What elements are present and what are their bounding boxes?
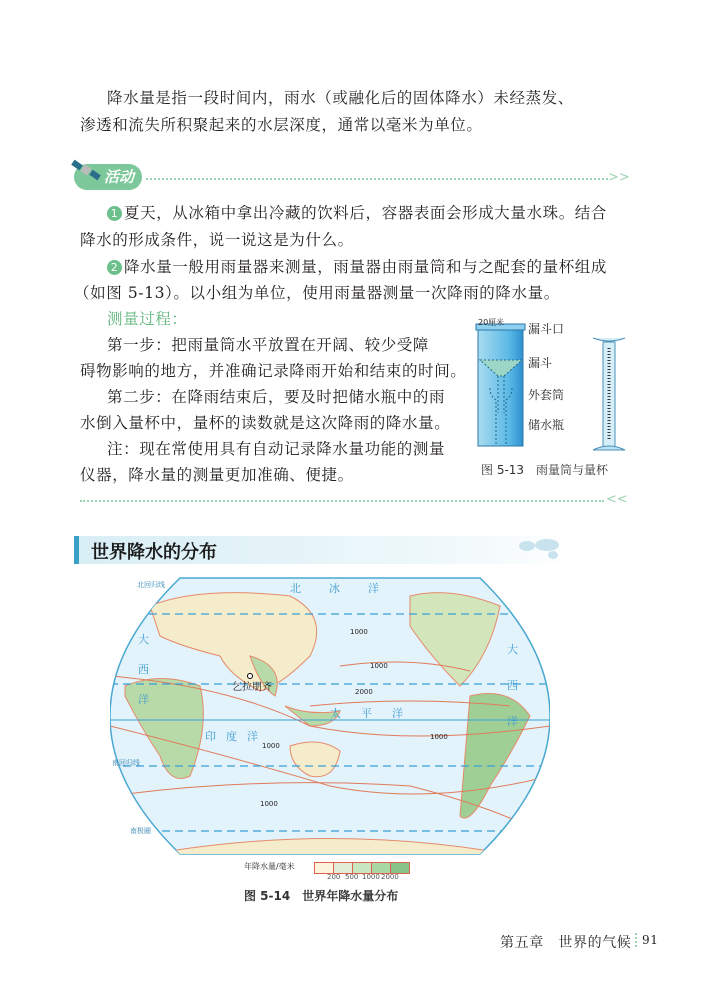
step-line: 注：现在常使用具有自动记录降水量功能的测量 bbox=[107, 440, 446, 458]
ocean-label-indian: 印度洋 bbox=[205, 730, 268, 743]
tropic-label: 北回归线 bbox=[137, 581, 165, 589]
label-outer-cylinder: 外套筒 bbox=[528, 388, 565, 402]
contour-label: 1000 bbox=[430, 733, 448, 741]
label-funnel: 漏斗 bbox=[528, 356, 553, 370]
number-badge: 1 bbox=[107, 206, 122, 221]
section-header bbox=[74, 536, 579, 564]
ocean-label-pacific: 太平洋 bbox=[330, 707, 423, 720]
question-2-line: 2 降水量一般用雨量器来测量，雨量器由雨量筒和与之配套的量杯组成 bbox=[107, 255, 607, 277]
intro-line: 降水量是指一段时间内，雨水（或融化后的固体降水）未经蒸发、 bbox=[107, 89, 574, 107]
label-storage-bottle: 储水瓶 bbox=[528, 418, 565, 432]
legend-tick: 500 bbox=[345, 873, 359, 881]
legend-swatch bbox=[315, 863, 334, 873]
legend-tick: 200 bbox=[327, 873, 341, 881]
arrow-icon: >> bbox=[608, 170, 630, 185]
contour-label: 1000 bbox=[370, 662, 388, 670]
legend-tick: 2000 bbox=[381, 873, 399, 881]
question-1-line: 1 夏天，从冰箱中拿出冷藏的饮料后，容器表面会形成大量水珠。结合 bbox=[107, 201, 607, 223]
figure-caption: 图 5-13 雨量筒与量杯 bbox=[481, 463, 609, 477]
divider bbox=[146, 178, 608, 180]
legend-swatch bbox=[372, 863, 391, 873]
number-badge: 2 bbox=[107, 260, 122, 275]
legend-title: 年降水量/毫米 bbox=[244, 862, 295, 871]
ocean-label-atlantic-west: 大 西 洋 bbox=[138, 633, 149, 706]
step-line: 第二步：在降雨结束后，要及时把储水瓶中的雨 bbox=[107, 388, 446, 406]
circle-label: 南极圈 bbox=[130, 827, 151, 835]
tropic-label: 南回归线 bbox=[112, 759, 140, 767]
legend-tick: 1000 bbox=[362, 873, 380, 881]
step-line: 水倒入量杯中，量杯的读数就是这次降雨的降水量。 bbox=[80, 414, 451, 432]
intro-line: 渗透和流失所积聚起来的水层深度，通常以毫米为单位。 bbox=[80, 116, 483, 134]
activity-title: 活动 bbox=[103, 168, 134, 186]
legend-swatch bbox=[353, 863, 372, 873]
step-line: 仪器，降水量的测量更加准确、便捷。 bbox=[80, 466, 354, 484]
divider bbox=[80, 500, 604, 502]
legend-swatch bbox=[334, 863, 353, 873]
contour-label: 2000 bbox=[355, 688, 373, 696]
ocean-label-arctic: 北冰洋 bbox=[290, 582, 407, 595]
figure-caption: 图 5-14 世界年降水量分布 bbox=[244, 889, 399, 903]
world-map-icon bbox=[515, 536, 565, 562]
step-line: 第一步：把雨量筒水平放置在开阔、较少受障 bbox=[107, 336, 430, 354]
satellite-icon bbox=[70, 158, 104, 182]
place-cherrapunji: 乞拉朋齐 bbox=[232, 682, 272, 693]
arrow-icon: << bbox=[606, 492, 628, 507]
contour-label: 1000 bbox=[260, 800, 278, 808]
step-line: 碍物影响的地方，并准确记录降雨开始和结束的时间。 bbox=[80, 362, 467, 380]
label-funnel-mouth: 漏斗口 bbox=[528, 322, 565, 336]
contour-label: 1000 bbox=[350, 628, 368, 636]
chapter-title: 第五章 世界的气候 bbox=[500, 935, 632, 951]
contour-label: 1000 bbox=[262, 742, 280, 750]
page-number: 91 bbox=[635, 933, 658, 947]
legend-swatch bbox=[391, 863, 409, 873]
section-title: 世界降水的分布 bbox=[91, 542, 217, 563]
process-title: 测量过程： bbox=[107, 310, 188, 328]
question-2-line: （如图 5-13）。以小组为单位，使用雨量器测量一次降雨的降水量。 bbox=[74, 284, 560, 302]
question-1-line: 降水的形成条件，说一说这是为什么。 bbox=[80, 231, 354, 249]
width-label: 20厘米 bbox=[478, 318, 505, 327]
ocean-label-atlantic-east: 大 西 洋 bbox=[507, 643, 518, 728]
